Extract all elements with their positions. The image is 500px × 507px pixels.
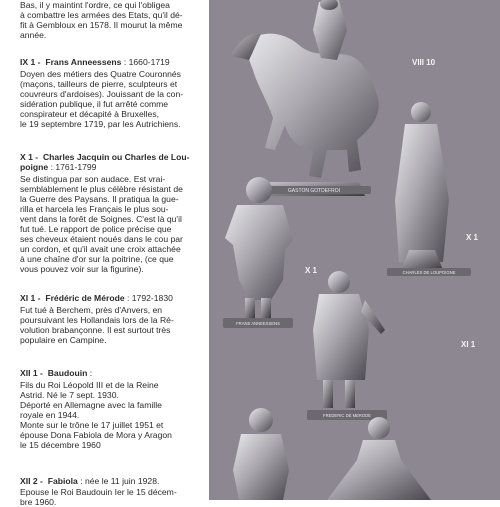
entry-code: XII 2 -: [20, 476, 43, 486]
entry-line: Astrid. Né le 7 sept. 1930.: [20, 390, 119, 400]
entry-name: Baudouin: [47, 368, 88, 378]
figurine-de-merode: [307, 271, 387, 420]
entry-heading: [20, 476, 159, 486]
entry-line: poursuivant les Hollandais lors de la Ré-: [20, 315, 174, 325]
entry-code: XI 1 -: [20, 293, 41, 303]
entry-line: Fut tué à Berchem, près d'Anvers, en: [20, 305, 163, 315]
entry-dates: : 1792-1830: [127, 293, 173, 303]
entry-code: X 1 -: [20, 152, 39, 162]
entry-heading: [20, 368, 92, 378]
entry-heading-cont: [20, 162, 96, 172]
intro-line: fit à Gembloux en 1578. Il mourut la même: [20, 20, 183, 30]
entry-line: semblablement le plus célèbre résistant de: [20, 184, 183, 194]
entry-line: Epouse le Roi Baudouin Ier le 15 décem-: [20, 487, 177, 497]
base-inscription: FREDERIC DE MERODE: [323, 413, 371, 418]
text-column: [0, 0, 220, 507]
entry-heading: [20, 57, 170, 67]
base-inscription: CHARLES DE LOUPOIGNE: [402, 270, 456, 275]
figure-label: VIII 10: [412, 58, 436, 67]
entry-line: Monte sur le trône le 17 juillet 1951 et: [20, 420, 164, 430]
entry-line: le 19 septembre 1719, par les Autrichiens.: [20, 119, 181, 129]
figurines-photo: [209, 0, 500, 500]
entry-line: Fils du Roi Léopold III et de la Reine: [20, 380, 159, 390]
entry-name: Fabiola: [47, 476, 78, 486]
entry-dates: :: [89, 368, 93, 378]
entry-line: fut tué. Le rapport de police précise que: [20, 224, 172, 234]
intro-line: à combattre les armées des Etats, qu'il dé-: [20, 10, 183, 20]
entry-dates: : 1761-1799: [50, 162, 97, 172]
base-inscription: GASTON GOTDEFROI: [287, 188, 341, 194]
entry-line: volution brabançonne. Il est surtout très: [20, 325, 171, 335]
entry-line: Déporté en Allemagne avec la famille: [20, 400, 162, 410]
base-inscription: FRANS ANNEESSENS: [236, 321, 280, 326]
figurine-small-right: [387, 102, 471, 276]
figurine-baudouin: [233, 408, 289, 500]
entry-name: Frans Anneessens: [45, 57, 122, 67]
entry-line: à une chaîne d'or sur la poitrine, (ce que: [20, 254, 174, 264]
entry-line: la Guerre des Paysans. Il pratiqua la gue-: [20, 194, 179, 204]
entry-line: Se distingua par son audace. Est vrai-: [20, 174, 166, 184]
entry-name: Frédéric de Mérode: [45, 293, 125, 303]
entry-line: vous pouvez voir sur la figurine).: [20, 264, 144, 274]
entry-code: IX 1 -: [20, 57, 41, 67]
entry-line: bre 1960.: [20, 497, 57, 507]
entry-heading: [20, 152, 190, 162]
entry-name: Charles Jacquin ou Charles de Lou-: [42, 152, 190, 162]
entry-line: vent dans la forêt de Soignes. C'est là qu'il: [20, 214, 182, 224]
intro-line: année.: [20, 30, 47, 40]
entry-code: XII 1 -: [20, 368, 43, 378]
entry-line: couvreurs d'ardoises). Jouissant de la con-: [20, 89, 184, 99]
entry-dates: : 1660-1719: [123, 57, 170, 67]
entry-line: populaire en Campine.: [20, 335, 107, 345]
intro-line: Bas, il y maintint l'ordre, ce qui l'obligea: [20, 0, 170, 10]
figurines-illustration: [209, 0, 500, 500]
entry-line: conspirateur et décapité à Bruxelles,: [20, 109, 160, 119]
entry-dates: : née le 11 juin 1928.: [80, 476, 160, 486]
entry-heading: [20, 293, 173, 303]
entry-line: le 15 décembre 1960: [20, 440, 101, 450]
entry-line: royale en 1944.: [20, 410, 80, 420]
entry-line: Doyen des métiers des Quatre Couronnés: [20, 69, 181, 79]
entry-line: (maçons, tailleurs de pierre, sculpteurs et: [20, 79, 178, 89]
entry-line: sidération publique, il fut arrêté comme: [20, 99, 169, 109]
figurine-anneessens: [223, 177, 293, 328]
entry-line: ses cheveux étaient noués dans le cou par: [20, 234, 183, 244]
entry-name-cont: poigne: [20, 162, 49, 172]
entry-line: un cordon, et qu'il avait une croix attachée: [20, 244, 181, 254]
figure-label: XI 1: [461, 340, 476, 349]
entry-line: épouse Dona Fabiola de Mora y Aragon: [20, 430, 172, 440]
figurine-horse-rider: [231, 0, 379, 196]
figurine-fabiola: [327, 417, 431, 500]
entry-line: rilla et harcela les Français le plus sou-: [20, 204, 169, 214]
figure-label: X 1: [305, 266, 318, 275]
figure-label: X 1: [466, 233, 479, 242]
